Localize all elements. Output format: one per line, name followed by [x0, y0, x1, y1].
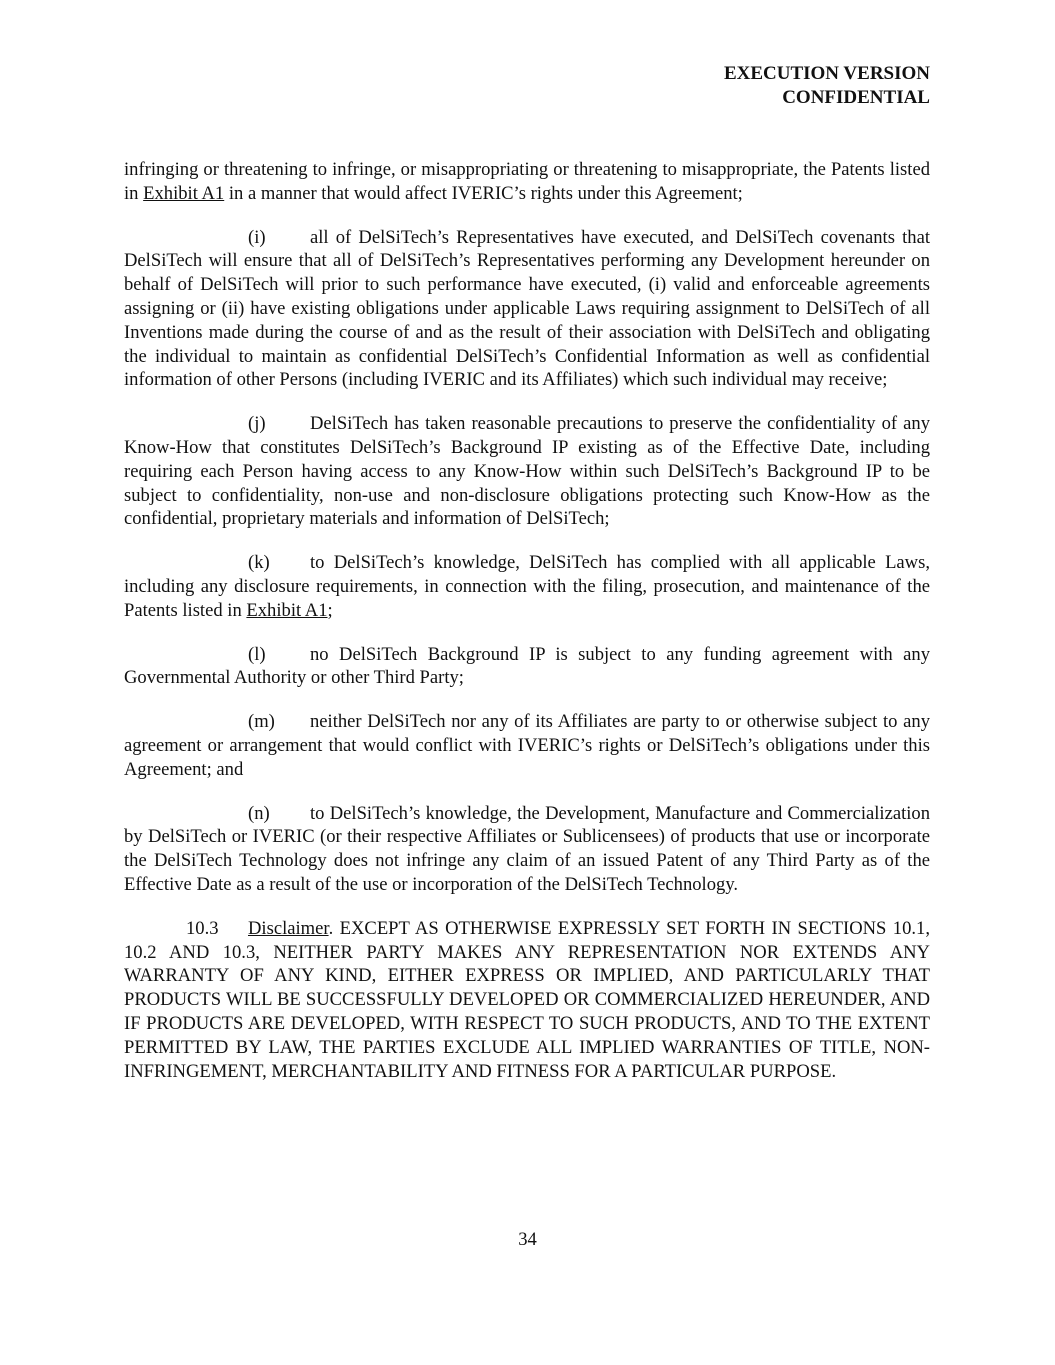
section-10-3-number: 10.3: [186, 917, 219, 939]
clause-m-label: (m): [248, 711, 275, 733]
document-header: [724, 62, 930, 110]
exhibit-a1-reference: Exhibit A1: [246, 599, 328, 621]
clause-l-label: (l): [248, 643, 266, 665]
clause-k-text-2: ;: [327, 599, 333, 621]
clause-i-label: (i): [248, 226, 266, 248]
clause-n-text: to DelSiTech’s knowledge, the Development, Manufacture and Commercialization by DelSiTech or IVERIC (or their respective Affiliates or Sublicensees) of products that use or incorporate the DelSiTech Technology does not infringe any claim of an issued Patent of any Third Party as of the Effective Date as a result of the use or incorporation of the DelSiTech Technology.: [124, 802, 930, 895]
page-number: 34: [518, 1229, 537, 1250]
section-10-3-heading: Disclaimer: [248, 917, 329, 939]
clause-l: [124, 643, 930, 691]
header-confidential: CONFIDENTIAL: [782, 87, 930, 108]
clause-n-label: (n): [248, 802, 270, 824]
clause-l-text: no DelSiTech Background IP is subject to any funding agreement with any Governmental Authority or other Third Party;: [124, 643, 930, 689]
paragraph-continuation-text-1: infringing or threatening to infringe, or misappropriating or threatening to misappropriate, the Patents listed in: [124, 159, 930, 204]
clause-k-text-1: to DelSiTech’s knowledge, DelSiTech has complied with all applicable Laws, including any disclosure requirements, in connection with the filing, prosecution, and maintenance of the Patents listed in: [124, 552, 930, 621]
clause-n: [124, 802, 930, 897]
section-10-3: [124, 917, 930, 1084]
paragraph-continuation: [124, 158, 930, 206]
paragraph-continuation-text-2: in a manner that would affect IVERIC’s rights under this Agreement;: [224, 182, 743, 204]
clause-i-text: all of DelSiTech’s Representatives have executed, and DelSiTech covenants that DelSiTech will ensure that all of DelSiTech’s Representatives performing any Development hereunder on behalf of DelSiTech will prior to such performance have executed, (i) valid and enforceable agreements assigning or (ii) have existing obligations under applicable Laws requiring assignment to DelSiTech of all Inventions made during the course of and as the result of their association with DelSiTech and obligating the individual to maintain as confidential DelSiTech’s Confidential Information as well as confidential information of other Persons (including IVERIC and its Affiliates) which such individual may receive;: [124, 226, 930, 391]
clause-j: [124, 412, 930, 531]
clause-i: [124, 226, 930, 393]
clause-m-text: neither DelSiTech nor any of its Affiliates are party to or otherwise subject to any agreement or arrangement that would conflict with IVERIC’s rights or DelSiTech’s obligations under this Agreement; and: [124, 711, 930, 780]
clause-m: [124, 710, 930, 781]
clause-k: [124, 551, 930, 622]
section-10-3-heading-punct: .: [328, 917, 334, 939]
clause-j-label: (j): [248, 413, 266, 435]
document-body: [124, 158, 930, 1103]
clause-k-label: (k): [248, 552, 270, 574]
header-execution-version: EXECUTION VERSION: [723, 63, 930, 84]
clause-j-text: DelSiTech has taken reasonable precautions to preserve the confidentiality of any Know-How that constitutes DelSiTech’s Background IP existing as of the Effective Date, including requiring each Person having access to any Know-How within such DelSiTech’s Background IP to be subject to confidentiality, non-use and non-disclosure obligations protecting such Know-How as the confidential, proprietary materials and information of DelSiTech;: [124, 413, 930, 530]
exhibit-a1-reference: Exhibit A1: [143, 182, 225, 204]
section-10-3-text: EXCEPT AS OTHERWISE EXPRESSLY SET FORTH IN SECTIONS 10.1, 10.2 AND 10.3, NEITHER PARTY MAKES ANY REPRESENTATION NOR EXTENDS ANY WARRANTY OF ANY KIND, EITHER EXPRESS OR IMPLIED, AND PARTICULARLY THAT PRODUCTS WILL BE SUCCESSFULLY DEVELOPED OR COMMERCIALIZED HEREUNDER, AND IF PRODUCTS ARE DEVELOPED, WITH RESPECT TO SUCH PRODUCTS, AND TO THE EXTENT PERMITTED BY LAW, THE PARTIES EXCLUDE ALL IMPLIED WARRANTIES OF TITLE, NON-INFRINGEMENT, MERCHANTABILITY AND FITNESS FOR A PARTICULAR PURPOSE.: [124, 917, 930, 1082]
